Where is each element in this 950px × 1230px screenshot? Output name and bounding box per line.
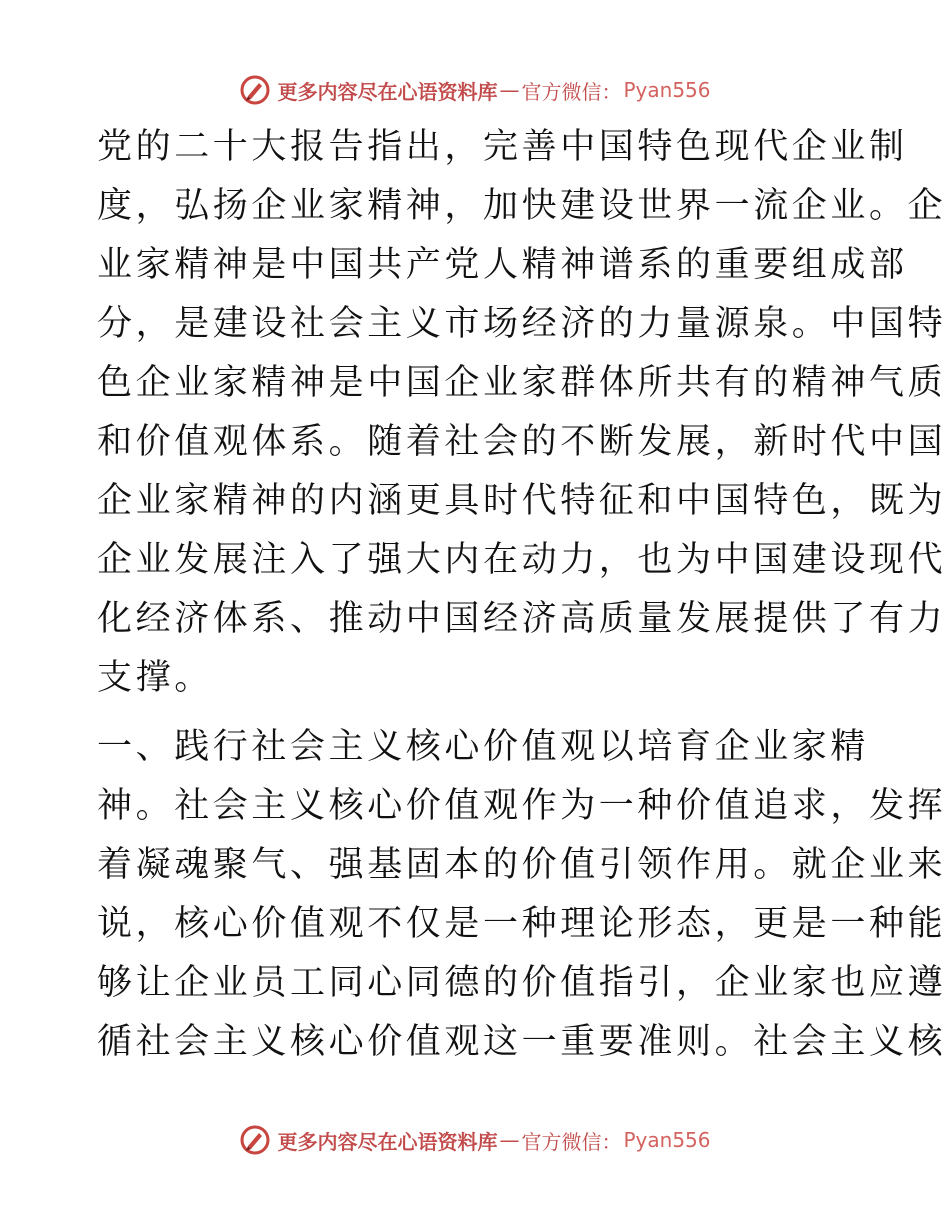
body-line: 着凝魂聚气、强基固本的价值引领作用。就企业来 (97, 845, 947, 885)
watermark-official-label: 官方微信： (521, 79, 622, 104)
body-line: 企业发展注入了强大内在动力，也为中国建设现代 (97, 540, 947, 580)
body-line: 色企业家精神是中国企业家群体所共有的精神气质 (97, 363, 947, 403)
body-line: 企业家精神的内涵更具时代特征和中国特色，既为 (97, 481, 947, 521)
body-line: 支撑。 (97, 658, 213, 698)
body-line: 党的二十大报告指出，完善中国特色现代企业制 (97, 127, 908, 167)
section-heading-line: 一、践行社会主义核心价值观以培育企业家精 (97, 727, 870, 767)
body-line: 度，弘扬企业家精神，加快建设世界一流企业。企 (97, 186, 947, 226)
watermark-official-label: 官方微信： (521, 1129, 622, 1154)
header-watermark (0, 72, 950, 108)
watermark-dash: — (499, 78, 520, 102)
body-line: 业家精神是中国共产党人精神谱系的重要组成部 (97, 245, 908, 285)
body-line: 分，是建设社会主义市场经济的力量源泉。中国特 (97, 304, 947, 344)
body-line: 和价值观体系。随着社会的不断发展，新时代中国 (97, 422, 947, 462)
pen-logo-icon (239, 74, 271, 106)
body-line: 神。社会主义核心价值观作为一种价值追求，发挥 (97, 786, 947, 826)
pen-logo-icon (239, 1124, 271, 1156)
watermark-brand: 更多内容尽在心语资料库 (277, 1129, 498, 1154)
watermark-wechat-id: Pyan556 (623, 78, 711, 102)
footer-watermark (0, 1122, 950, 1158)
body-line: 循社会主义核心价值观这一重要准则。社会主义核 (97, 1022, 947, 1062)
body-line: 化经济体系、推动中国经济高质量发展提供了有力 (97, 599, 947, 639)
watermark-dash: — (499, 1128, 520, 1152)
body-line: 说，核心价值观不仅是一种理论形态，更是一种能 (97, 904, 947, 944)
watermark-brand: 更多内容尽在心语资料库 (277, 79, 498, 104)
watermark-wechat-id: Pyan556 (623, 1128, 711, 1152)
body-line: 够让企业员工同心同德的价值指引，企业家也应遵 (97, 963, 947, 1003)
